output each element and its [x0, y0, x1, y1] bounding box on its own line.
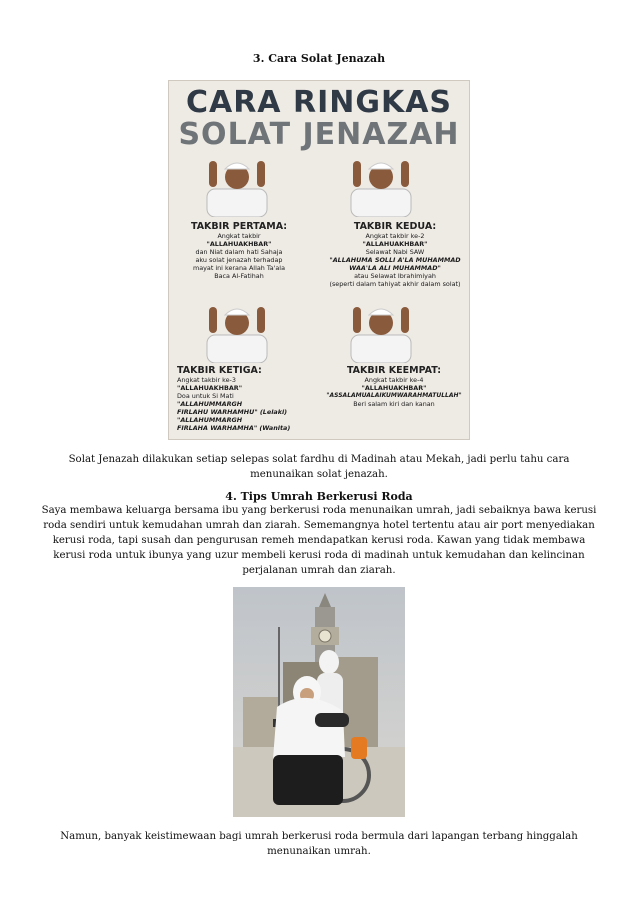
praying-man-figure: [187, 293, 287, 363]
step-title: TAKBIR PERTAMA:: [190, 221, 288, 232]
section-3-caption: [36, 452, 602, 482]
solat-jenazah-infographic: [168, 80, 470, 440]
caption-line: Solat Jenazah dilakukan setiap selepas solat fardhu di Madinah atau Mekah, jadi perlu tahu cara: [68, 454, 570, 465]
step-line: (seperti dalam tahiyat akhir dalam solat): [329, 280, 461, 288]
step-line: Angkat takbir ke-3: [177, 376, 236, 384]
step-1-caption: [169, 221, 309, 280]
step-line: "ALLAHUAKHBAR": [361, 384, 427, 392]
step-title: TAKBIR KETIGA:: [177, 365, 262, 376]
step-line: Baca Al-Fatihah: [214, 272, 264, 280]
step-line: Angkat takbir ke-4: [364, 376, 424, 384]
step-line: Angkat takbir ke-2: [365, 232, 425, 240]
step-line: FIRLAHU WARHAMHU" (Lelaki): [177, 408, 288, 416]
praying-man-figure: [187, 147, 287, 217]
step-line: WAA'LA ALI MUHAMMAD": [349, 264, 441, 272]
step-4-caption: [317, 365, 470, 408]
section-4-heading: 4. Tips Umrah Berkerusi Roda: [225, 490, 413, 503]
praying-man-figure: [331, 293, 431, 363]
praying-man-figure: [331, 147, 431, 217]
step-line: FIRLAHA WARHAMHA" (Wanita): [177, 424, 291, 432]
step-line: Doa untuk Si Mati: [177, 392, 234, 400]
para-line: kerusi roda, tapi susah dan pengurusan remeh mendapatkan kerusi roda. Kawan yang tidak membawa: [52, 535, 586, 546]
caption-line: menunaikan solat jenazah.: [250, 469, 388, 480]
wheelchair-umrah-photo: [233, 587, 405, 817]
step-line: "ALLAHUAKHBAR": [177, 384, 243, 392]
section-4-paragraph: [8, 503, 630, 578]
step-line: mayat ini kerana Allah Ta'ala: [192, 264, 285, 272]
step-3-caption: [169, 365, 317, 432]
caption-line: menunaikan umrah.: [267, 846, 371, 857]
step-line: Selawat Nabi SAW: [365, 248, 425, 256]
para-line: roda sendiri untuk kemudahan umrah dan ziarah. Sememangnya hotel tertentu atau air port menyediakan: [43, 520, 595, 531]
para-line: kerusi roda untuk ibunya yang uzur membeli kerusi roda di madinah untuk kemudahan dan kelincinan: [53, 550, 585, 561]
step-line: atau Selawat Ibrahimiyah: [354, 272, 436, 280]
para-line: Saya membawa keluarga bersama ibu yang berkerusi roda menunaikan umrah, jadi sebaiknya bawa kerusi: [41, 505, 597, 516]
step-2-caption: [319, 221, 470, 288]
step-line: Angkat takbir: [217, 232, 261, 240]
caption-line: Namun, banyak keistimewaan bagi umrah berkerusi roda bermula dari lapangan terbang hinggalah: [60, 831, 578, 842]
step-line: aku solat jenazah terhadap: [195, 256, 283, 264]
step-title: TAKBIR KEDUA:: [353, 221, 437, 232]
poster-title-line2: SOLAT JENAZAH: [178, 117, 460, 152]
step-line: "ALLAHUAKHBAR": [362, 240, 428, 248]
step-line: "ALLAHUMMARGH: [177, 416, 243, 424]
step-line: "ALLAHUMMARGH: [177, 400, 243, 408]
step-line: "ASSALAMUALAIKUMWARAHMATULLAH": [326, 392, 462, 399]
section-3-heading: 3. Cara Solat Jenazah: [252, 52, 386, 65]
poster-title-line1: CARA RINGKAS: [185, 85, 453, 120]
section-4-caption: [36, 829, 602, 859]
step-line: "ALLAHUAKHBAR": [206, 240, 272, 248]
para-line: perjalanan umrah dan ziarah.: [242, 565, 396, 576]
step-line: dan Niat dalam hati Sahaja: [195, 248, 283, 256]
step-line: Beri salam kiri dan kanan: [353, 400, 435, 408]
step-line: "ALLAHUMA SOLLI A'LA MUHAMMAD: [329, 256, 461, 264]
step-title: TAKBIR KEEMPAT:: [346, 365, 442, 376]
